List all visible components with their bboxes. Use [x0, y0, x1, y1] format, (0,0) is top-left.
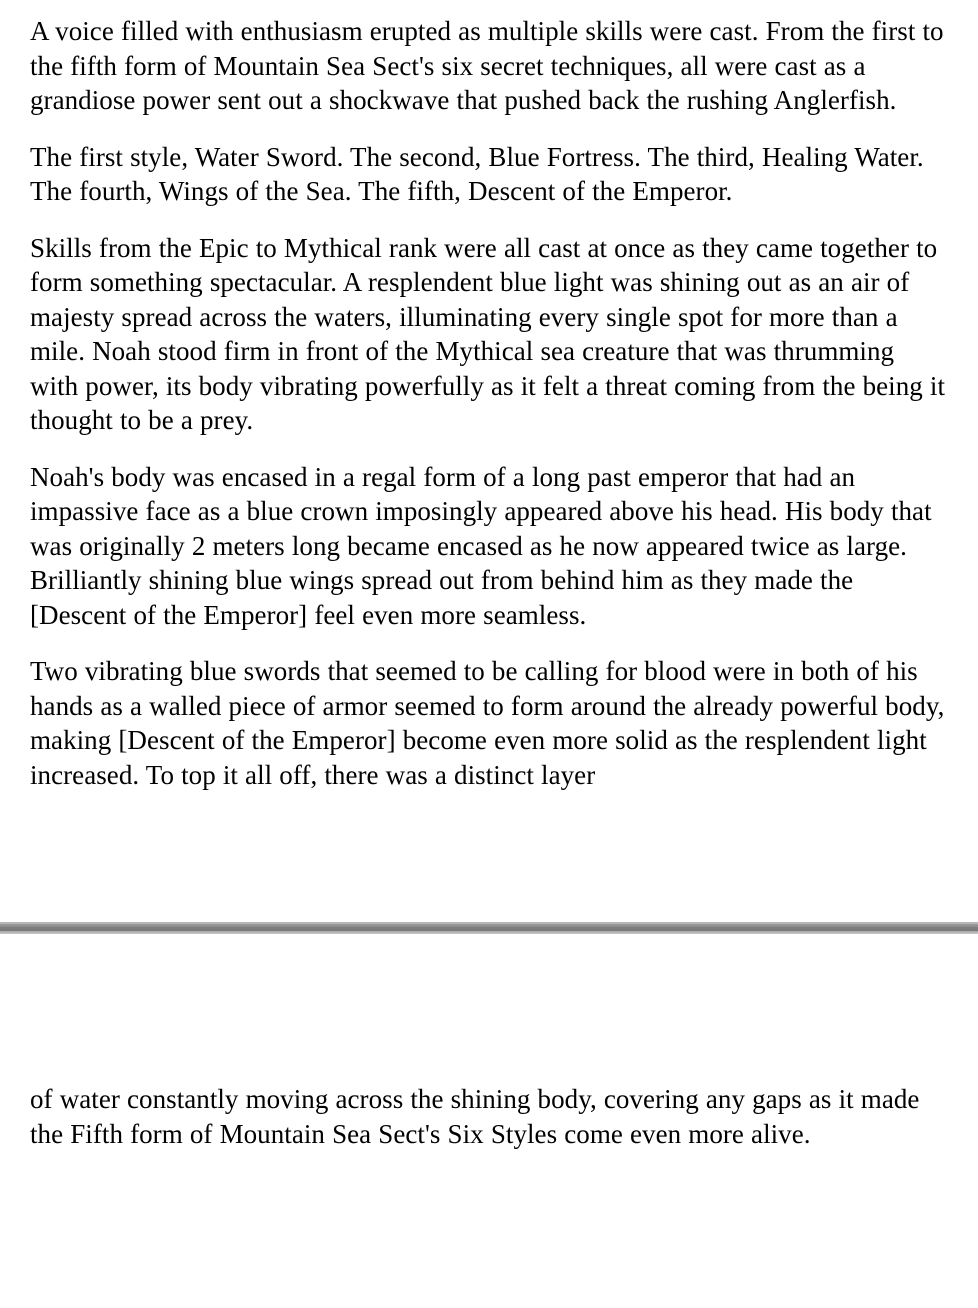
page-content-bottom	[0, 1082, 978, 1151]
paragraph: Noah's body was encased in a regal form of a long past emperor that had an impassive face as a blue crown imposingly appeared above his head. His body that was originally 2 meters long became encased as he now appeared twice as large. Brilliantly shining blue wings spread out from behind him as they made the [Descent of the Emperor] feel even more seamless.	[30, 461, 932, 630]
paragraph: Skills from the Epic to Mythical rank were all cast at once as they came together to form something spectacular. A resplendent blue light was shining out as an air of majesty spread across the waters, illuminating every single spot for more than a mile. Noah stood firm in front of the Mythical sea creature that was thrumming with power, its body vibrating powerfully as it felt a threat coming from the being it thought to be a prey.	[30, 232, 946, 435]
paragraph: Two vibrating blue swords that seemed to be calling for blood were in both of his hands as a walled piece of armor seemed to form around the already powerful body, making [Descent of the Emperor] become even more solid as the resplendent light increased. To top it all off, there was a distinct layer	[30, 656, 945, 790]
page-break-divider	[0, 922, 978, 934]
paragraph: The first style, Water Sword. The second, Blue Fortress. The third, Healing Water. The fourth, Wings of the Sea. The fifth, Descent of the Emperor.	[30, 141, 924, 206]
paragraph: of water constantly moving across the shining body, covering any gaps as it made the Fifth form of Mountain Sea Sect's Six Styles come even more alive.	[30, 1084, 920, 1149]
next-page-top-margin	[0, 934, 978, 1082]
paragraph: A voice filled with enthusiasm erupted as multiple skills were cast. From the first to the fifth form of Mountain Sea Sect's six secret techniques, all were cast as a grandiose power sent out a shockwave that pushed back the rushing Anglerfish.	[30, 16, 944, 115]
page-bottom-whitespace	[0, 792, 978, 922]
